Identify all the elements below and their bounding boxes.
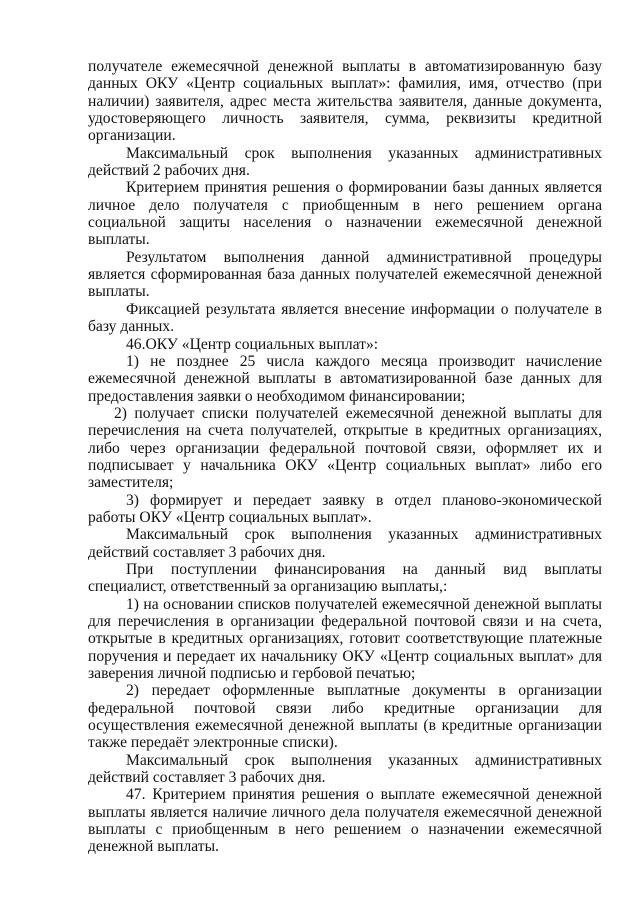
paragraph-funding-received: При поступлении финансирования на данный вид выплаты специалист, ответственный за организацию выплаты,: [88, 560, 602, 596]
paragraph-item-46-3: 3) формирует и передает заявку в отдел планово-экономической работы ОКУ «Центр социальных выплат». [88, 491, 602, 526]
paragraph-funding-step-1: 1) на основании списков получателей ежемесячной денежной выплаты для перечисления в организации федеральной почтовой связи и на счета, открытые в кредитных организациях, готовит соответствующие платежные поручения и передает их начальнику ОКУ «Центр социальных выплат» для заверения личной подписью и гербовой печатью; [88, 595, 602, 683]
paragraph-result-fixation: Фиксацией результата является внесение информации о получателе в базу данных. [88, 300, 602, 336]
paragraph-item-47: 47. Критерием принятия решения о выплате ежемесячной денежной выплаты является наличие личного дела получателя ежемесячной денежной выплаты с приобщенным в него решением о назначении ежемесячной денежной выплаты. [88, 786, 602, 856]
paragraph-funding-step-2: 2) передает оформленные выплатные документы в организации федеральной почтовой связи либо кредитные организации для осуществления ежемесячной денежной выплаты (в кредитные организации также передаёт электронные списки). [88, 682, 602, 752]
paragraph-item-46-1: 1) не позднее 25 числа каждого месяца производит начисление ежемесячной денежной выплаты в автоматизированной базе данных для предоставления заявки о необходимом финансировании; [88, 352, 602, 405]
paragraph-max-term-3-days: Максимальный срок выполнения указанных административных действий составляет 3 рабочих дня. [88, 526, 602, 561]
paragraph-decision-criterion: Критерием принятия решения о формировании базы данных является личное дело получателя с приобщенным в него решением органа социальной защиты населения о назначении ежемесячной денежной выплаты. [88, 179, 602, 249]
document-body [88, 58, 602, 856]
paragraph-max-term-2-days: Максимальный срок выполнения указанных административных действий 2 рабочих дня. [88, 144, 602, 180]
paragraph-max-term-3-days-2: Максимальный срок выполнения указанных административных действий составляет 3 рабочих дня. [88, 751, 602, 787]
paragraph-item-46-heading: 46.ОКУ «Центр социальных выплат»: [126, 335, 379, 353]
paragraph-recipient-data: получателе ежемесячной денежной выплаты в автоматизированную базу данных ОКУ «Центр социальных выплат»: фамилия, имя, отчество (при наличии) заявителя, адрес места жительства заявителя, данные документа, удостоверяющего личность заявителя, сумма, реквизиты кредитной организации. [88, 58, 602, 145]
paragraph-item-46-2: 2) получает списки получателей ежемесячной денежной выплаты для перечисления на счета получателей, открытые в кредитных организациях, либо через организации федеральной почтовой связи, оформляет их и подписывает у начальника ОКУ «Центр социальных выплат» либо его заместителя; [88, 404, 602, 492]
paragraph-procedure-result: Результатом выполнения данной административной процедуры является сформированная база данных получателей ежемесячной денежной выплаты. [88, 248, 602, 301]
